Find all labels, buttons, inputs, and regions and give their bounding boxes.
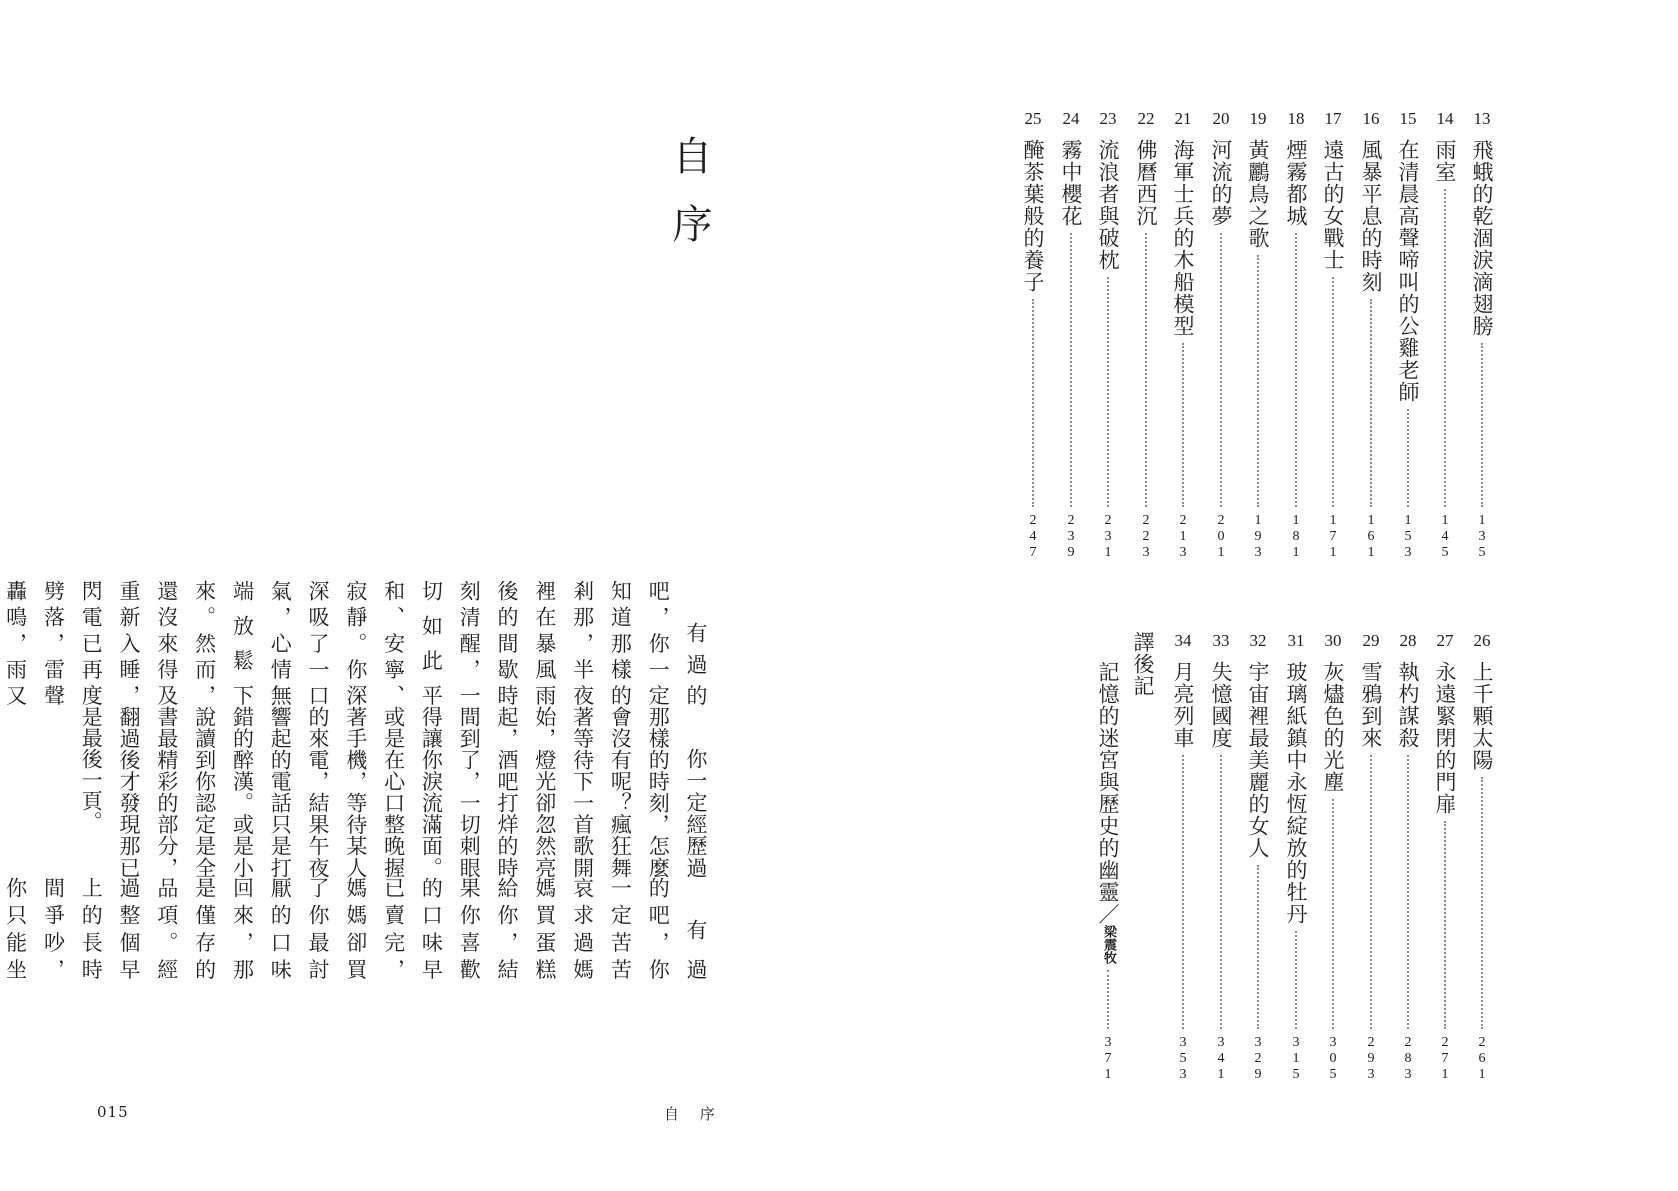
toc-page-number: [1030, 513, 1037, 561]
page-digit: 6: [1478, 1051, 1486, 1066]
page-digit: 3: [1478, 529, 1486, 544]
page-digit: 1: [1254, 513, 1262, 528]
page-digit: 3: [1404, 1067, 1412, 1082]
page-digit: 2: [1067, 513, 1075, 528]
page-digit: 2: [1217, 513, 1225, 528]
page-digit: 9: [1367, 1051, 1375, 1066]
toc-chapter-number: 21: [1174, 109, 1192, 128]
page-digit: 1: [1292, 1051, 1300, 1066]
toc-chapter-number: 23: [1099, 109, 1117, 128]
page-digit: 6: [1367, 529, 1375, 544]
page-digit: 3: [1292, 1035, 1300, 1050]
toc-chapter-number: 13: [1473, 109, 1491, 128]
toc-page-number: [1180, 1035, 1187, 1083]
page-digit: 1: [1367, 513, 1375, 528]
toc-chapter-title: 黃鸝鳥之歌: [1246, 139, 1270, 249]
page-digit: 3: [1254, 1035, 1262, 1050]
page-digit: 3: [1329, 1035, 1337, 1050]
page-digit: 8: [1292, 529, 1300, 544]
toc-leader-dots: [1332, 799, 1334, 1029]
page-digit: 1: [1441, 513, 1449, 528]
toc-entry: [1284, 109, 1308, 561]
toc-chapter-title: 醃茶葉般的養子: [1021, 139, 1045, 293]
page-digit: 2: [1142, 513, 1150, 528]
page-digit: 3: [1067, 529, 1075, 544]
toc-entry: [1284, 631, 1308, 1083]
toc-chapter-title: 佛曆西沉: [1134, 139, 1158, 227]
page-digit: 5: [1441, 545, 1449, 560]
toc-chapter-title: 月亮列車: [1171, 661, 1195, 749]
toc-chapter-title: 遠古的女戰士: [1321, 139, 1345, 271]
toc-chapter-number: 33: [1212, 631, 1230, 650]
toc-leader-dots: [1257, 865, 1259, 1029]
toc-leader-dots: [1481, 777, 1483, 1029]
toc-leader-dots: [1370, 755, 1372, 1029]
toc-chapter-number: 24: [1062, 109, 1080, 128]
toc-chapter-title: 宇宙裡最美麗的女人: [1246, 661, 1270, 859]
page-digit: 3: [1179, 1035, 1187, 1050]
toc-chapter-number: 15: [1399, 109, 1417, 128]
page-digit: 1: [1104, 1067, 1112, 1082]
page-digit: 5: [1179, 1051, 1187, 1066]
toc-chapter-title: 灰燼色的光塵: [1321, 661, 1345, 793]
toc-chapter-number: 30: [1324, 631, 1342, 650]
page-digit: 1: [1404, 513, 1412, 528]
page-digit: 1: [1104, 545, 1112, 560]
page-digit: 2: [1404, 1035, 1412, 1050]
toc-chapter-title: 在清晨高聲啼叫的公雞老師: [1396, 139, 1420, 403]
toc-chapter-title: 霧中櫻花: [1059, 139, 1083, 227]
page-digit: 2: [1029, 513, 1037, 528]
page-digit: 1: [1478, 1067, 1486, 1082]
page-digit: 5: [1329, 1067, 1337, 1082]
toc-leader-dots: [1407, 755, 1409, 1029]
afterword-author: 梁震牧: [1101, 925, 1116, 964]
toc-chapter-number: 25: [1024, 109, 1042, 128]
toc-page-number: [1442, 513, 1449, 561]
toc-entry: [1359, 631, 1383, 1083]
page-digit: 4: [1029, 529, 1037, 544]
preface-paragraph: 你一定經歷過那樣的時刻，怎麼會沒有呢？瘋狂舞著等待下一首歌開始，燈光卻忽然亮起，酒吧打烊的時間到了，一切刺眼得讓你淚流滿面。或是在心口整晚握著手機，等待某人的來電，結果午夜響起的電話只是打錯的醉漢。或是小說讀到你認定是全書最精彩的部分，翻過後才發現那已是最後一頁。: [79, 705, 708, 878]
toc-chapter-number: 28: [1399, 631, 1417, 650]
page-digit: 2: [1478, 1035, 1486, 1050]
toc-leader-dots: [1481, 343, 1483, 507]
page-digit: 1: [1179, 529, 1187, 544]
page-digit: 3: [1367, 1067, 1375, 1082]
toc-chapter-number: 34: [1174, 631, 1192, 650]
toc-leader-dots: [1107, 277, 1109, 507]
toc-leader-dots: [1182, 343, 1184, 507]
toc-entry: [1096, 109, 1120, 561]
toc-page-number: [1479, 1035, 1486, 1083]
toc-entry: [1433, 631, 1457, 1083]
toc-page-number: [1368, 513, 1375, 561]
toc-page-number: [1218, 1035, 1225, 1083]
page-digit: 4: [1441, 529, 1449, 544]
page-digit: 3: [1142, 545, 1150, 560]
toc-chapter-title: 上千顆太陽: [1470, 661, 1494, 771]
toc-page-number: [1442, 1035, 1449, 1083]
page-digit: 5: [1478, 545, 1486, 560]
preface-paragraph: 有過的吧，你一定知道那樣的剎那，半夜裡在暴風雨後的間歇時刻清醒，一切如此平和、安寧、寂靜。你深深吸了一口氣，心情無端放鬆下來。然而，還沒來得及重新入睡，閃電已再度劈落，雷聲轟鳴，雨又: [3, 580, 708, 706]
toc-page-number: [1068, 513, 1075, 561]
toc-entry: [1396, 109, 1420, 561]
page-digit: 1: [1478, 513, 1486, 528]
page-digit: 7: [1329, 529, 1337, 544]
page-digit: 1: [1441, 1067, 1449, 1082]
toc-chapter-title: 流浪者與破枕: [1096, 139, 1120, 271]
toc-entry: [1433, 109, 1457, 561]
toc-page-number: [1255, 513, 1262, 561]
page-digit: 9: [1067, 545, 1075, 560]
page-digit: 9: [1254, 529, 1262, 544]
afterword-title: [1096, 661, 1120, 964]
toc-entry: [1396, 631, 1420, 1083]
page-digit: 2: [1179, 513, 1187, 528]
toc-leader-dots: [1444, 189, 1446, 507]
toc-page-number: [1180, 513, 1187, 561]
page-digit: 5: [1404, 529, 1412, 544]
toc-chapter-title: 飛蛾的乾涸淚滴翅膀: [1470, 139, 1494, 337]
toc-chapter-number: 22: [1137, 109, 1155, 128]
toc-entry: [1359, 109, 1383, 561]
preface-paragraph: 有過的吧，你一定苦苦哀求過媽媽買蛋糕給你，結果你喜歡的口味早已賣完，媽媽卻買了你最討厭的口味回來，那是僅存的品項。經過整個早上的長時間爭吵，你只能坐: [3, 877, 708, 980]
toc-chapter-number: 31: [1287, 631, 1305, 650]
running-head: 自 序: [664, 1105, 723, 1123]
toc-chapter-title: 煙霧都城: [1284, 139, 1308, 227]
toc-entry: [1209, 631, 1233, 1083]
toc-leader-dots: [1295, 931, 1297, 1029]
toc-page-number: [1405, 513, 1412, 561]
toc-entry: [1321, 109, 1345, 561]
toc-chapter-number: 26: [1473, 631, 1491, 650]
afterword-title-text: 記憶的迷宮與歷史的幽靈／: [1096, 661, 1120, 925]
toc-page-number: [1330, 1035, 1337, 1083]
page-digit: 2: [1367, 1035, 1375, 1050]
toc-entry: [1209, 109, 1233, 561]
toc-chapter-number: 29: [1362, 631, 1380, 650]
toc-entry: [1021, 109, 1045, 561]
toc-page-number: [1479, 513, 1486, 561]
page-digit: 7: [1029, 545, 1037, 560]
page-digit: 3: [1217, 1035, 1225, 1050]
toc-chapter-number: 18: [1287, 109, 1305, 128]
toc-chapter-number: 19: [1249, 109, 1267, 128]
toc-leader-dots: [1145, 233, 1147, 507]
toc-page-number: [1293, 513, 1300, 561]
toc-chapter-title: 雪鴉到來: [1359, 661, 1383, 749]
page-digit: 1: [1329, 545, 1337, 560]
toc-leader-dots: [1220, 233, 1222, 507]
preface-body: [0, 580, 714, 980]
toc-leader-dots: [1070, 233, 1072, 507]
page-number: 015: [97, 1103, 129, 1121]
page-digit: 2: [1441, 1035, 1449, 1050]
page-digit: 0: [1329, 1051, 1337, 1066]
toc-chapter-title: 失憶國度: [1209, 661, 1233, 749]
toc-chapter-number: 27: [1436, 631, 1454, 650]
page-digit: 3: [1104, 1035, 1112, 1050]
toc-page-number: [1143, 513, 1150, 561]
page-digit: 9: [1254, 1067, 1262, 1082]
toc-entry: [1470, 109, 1494, 561]
toc-leader-dots: [1220, 755, 1222, 1029]
toc-chapter-title: 雨室: [1433, 139, 1457, 183]
toc-entry: [1059, 109, 1083, 561]
page-digit: 1: [1217, 1067, 1225, 1082]
toc-chapter-number: 20: [1212, 109, 1230, 128]
page-digit: 3: [1404, 545, 1412, 560]
page-digit: 1: [1329, 513, 1337, 528]
toc-page-number: [1218, 513, 1225, 561]
toc-leader-dots: [1257, 255, 1259, 507]
toc-entry: [1321, 631, 1345, 1083]
toc-leader-dots: [1332, 277, 1334, 507]
toc-page-number: [1255, 1035, 1262, 1083]
page-digit: 4: [1217, 1051, 1225, 1066]
toc-chapter-number: 32: [1249, 631, 1267, 650]
toc-entry: [1470, 631, 1494, 1083]
toc-chapter-title: 執杓謀殺: [1396, 661, 1420, 749]
page-digit: 3: [1179, 1067, 1187, 1082]
preface-title: 自序: [666, 135, 712, 271]
page-digit: 1: [1367, 545, 1375, 560]
page-digit: 1: [1217, 545, 1225, 560]
toc-entry: [1171, 109, 1195, 561]
page-digit: 3: [1254, 545, 1262, 560]
toc-page-number: [1368, 1035, 1375, 1083]
toc-chapter-title: 玻璃紙鎮中永恆綻放的牡丹: [1284, 661, 1308, 925]
page-digit: 3: [1179, 545, 1187, 560]
toc-page-number: [1105, 1035, 1112, 1083]
toc-page-number: [1293, 1035, 1300, 1083]
toc-chapter-number: 17: [1324, 109, 1342, 128]
toc-chapter-number: 14: [1436, 109, 1454, 128]
page-digit: 3: [1104, 529, 1112, 544]
toc-chapter-title: 永遠緊閉的門扉: [1433, 661, 1457, 815]
toc-leader-dots: [1107, 970, 1109, 1029]
toc-chapter-title: 風暴平息的時刻: [1359, 139, 1383, 293]
toc-leader-dots: [1407, 409, 1409, 507]
page-digit: 8: [1404, 1051, 1412, 1066]
page-digit: 7: [1104, 1051, 1112, 1066]
page-digit: 2: [1142, 529, 1150, 544]
afterword-heading: 譯後記: [1131, 631, 1155, 697]
page-digit: 5: [1292, 1067, 1300, 1082]
toc-page-number: [1105, 513, 1112, 561]
toc-chapter-title: 河流的夢: [1209, 139, 1233, 227]
toc-leader-dots: [1370, 299, 1372, 507]
page-digit: 1: [1292, 513, 1300, 528]
toc-chapter-number: 16: [1362, 109, 1380, 128]
toc-entry: [1171, 631, 1195, 1083]
toc-leader-dots: [1182, 755, 1184, 1029]
page-digit: 2: [1104, 513, 1112, 528]
toc-page-number: [1405, 1035, 1412, 1083]
toc-entry-afterword: [1096, 661, 1120, 1083]
toc-chapter-title: 海軍士兵的木船模型: [1171, 139, 1195, 337]
toc-leader-dots: [1295, 233, 1297, 507]
toc-leader-dots: [1444, 821, 1446, 1029]
page-digit: 1: [1292, 545, 1300, 560]
toc-entry: [1246, 631, 1270, 1083]
toc-leader-dots: [1032, 299, 1034, 507]
page-digit: 7: [1441, 1051, 1449, 1066]
page-digit: 0: [1217, 529, 1225, 544]
page-digit: 2: [1254, 1051, 1262, 1066]
toc-entry: [1246, 109, 1270, 561]
toc-page-number: [1330, 513, 1337, 561]
toc-entry: [1134, 109, 1158, 561]
